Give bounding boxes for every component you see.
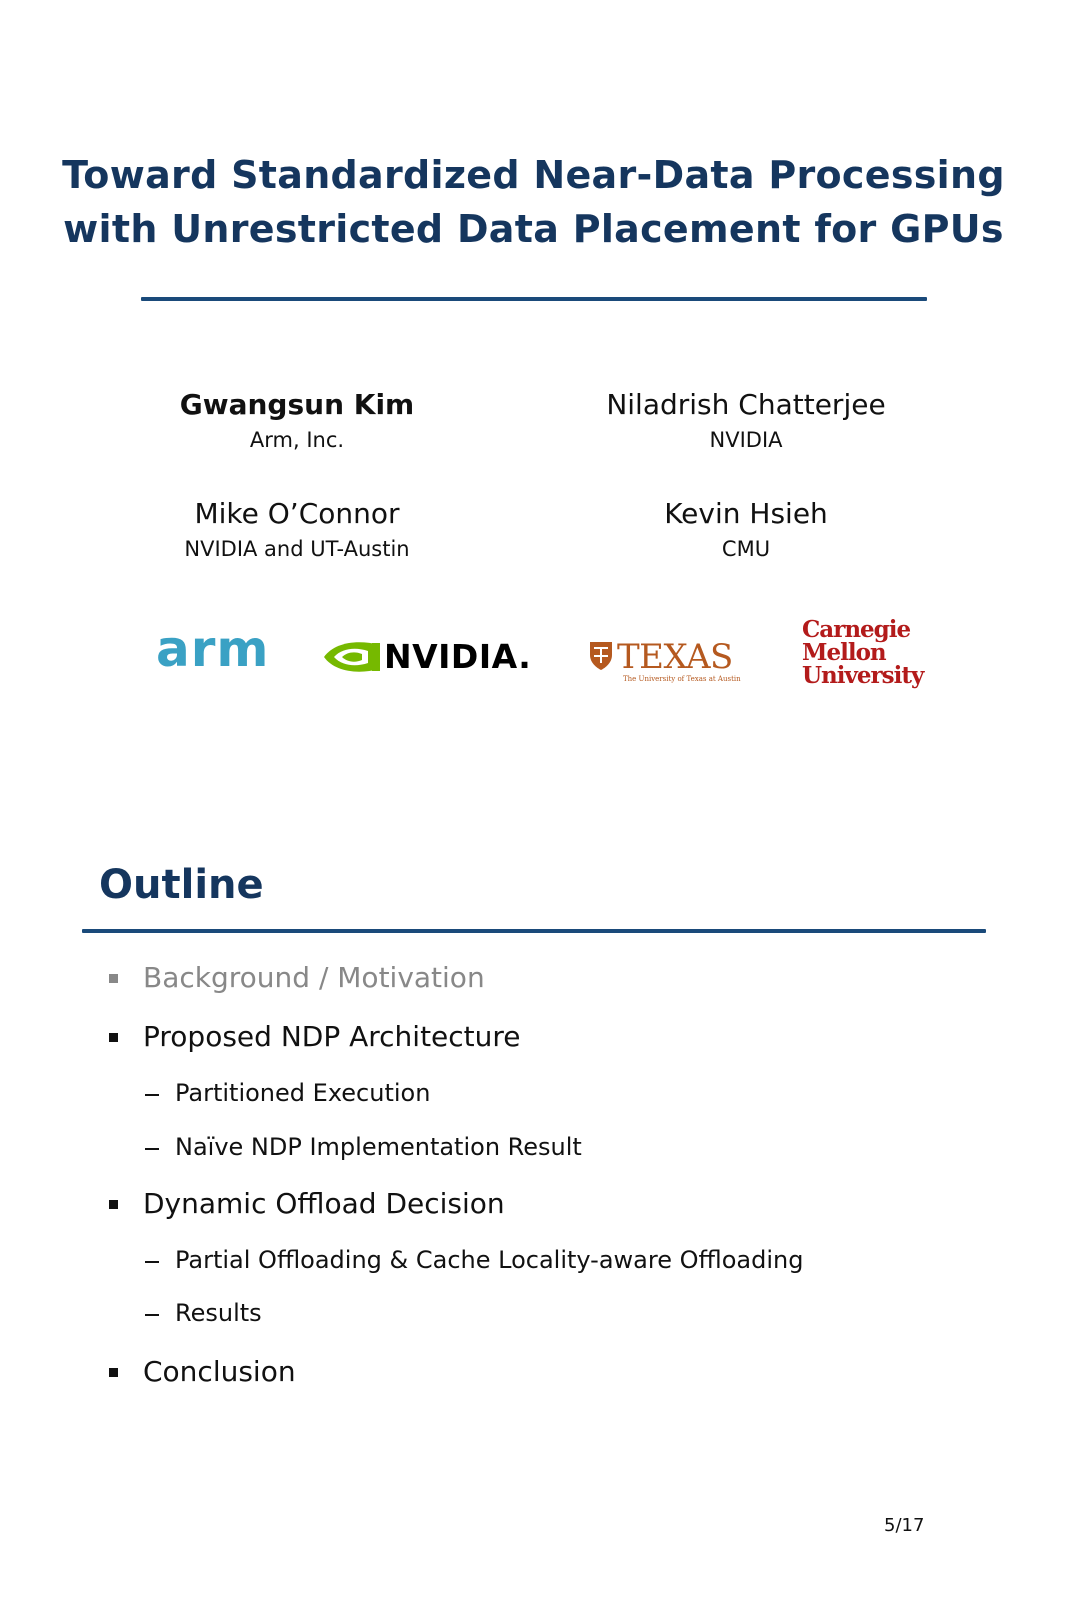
author-name: Gwangsun Kim <box>179 388 415 421</box>
author-affiliation: Arm, Inc. <box>249 428 345 452</box>
dash-icon <box>145 1148 159 1150</box>
outline-item: Proposed NDP Architecture <box>143 1020 521 1053</box>
author-name: Niladrish Chatterjee <box>606 388 886 421</box>
paper-title <box>0 148 1067 256</box>
cmu-logo <box>802 618 942 687</box>
author-affiliation: NVIDIA and UT-Austin <box>184 537 410 561</box>
outline-subitem: Naïve NDP Implementation Result <box>175 1133 582 1161</box>
outline-subitem: Results <box>175 1299 262 1327</box>
nvidia-wordmark: NVIDIA. <box>384 637 532 676</box>
outline-divider <box>82 929 986 933</box>
author-block <box>536 496 956 564</box>
nvidia-eye-icon <box>322 635 382 679</box>
dash-icon <box>145 1314 159 1316</box>
outline-item: Dynamic Offload Decision <box>143 1187 505 1220</box>
cmu-wordmark-line-3: University <box>802 662 924 689</box>
arm-logo: arm <box>156 620 270 678</box>
author-block <box>87 387 507 455</box>
author-affiliation: NVIDIA <box>709 428 783 452</box>
texas-subtitle: The University of Texas at Austin <box>623 675 741 683</box>
bullet-icon <box>109 1368 118 1377</box>
outline-item: Conclusion <box>143 1355 296 1388</box>
author-block <box>87 496 507 564</box>
outline-item: Background / Motivation <box>143 961 485 994</box>
paper-title-line-2: with Unrestricted Data Placement for GPUs <box>63 207 1004 251</box>
nvidia-logo <box>322 635 532 679</box>
author-name: Kevin Hsieh <box>664 497 828 530</box>
cmu-wordmark-line-2: Mellon <box>802 639 886 666</box>
title-divider <box>141 297 927 301</box>
author-affiliation: CMU <box>721 537 771 561</box>
shield-icon <box>589 641 613 671</box>
bullet-icon <box>109 974 118 983</box>
author-block <box>536 387 956 455</box>
bullet-icon <box>109 1033 118 1042</box>
texas-logo <box>589 638 739 684</box>
texas-wordmark: TEXAS <box>617 637 733 677</box>
author-name: Mike O’Connor <box>194 497 400 530</box>
outline-title: Outline <box>99 862 264 908</box>
paper-title-line-1: Toward Standardized Near-Data Processing <box>62 153 1005 197</box>
dash-icon <box>145 1261 159 1263</box>
dash-icon <box>145 1094 159 1096</box>
bullet-icon <box>109 1200 118 1209</box>
page-number: 5/17 <box>884 1515 925 1536</box>
cmu-wordmark-line-1: Carnegie <box>802 616 911 643</box>
outline-subitem: Partitioned Execution <box>175 1079 431 1107</box>
outline-subitem: Partial Offloading & Cache Locality-aware Offloading <box>175 1246 804 1274</box>
